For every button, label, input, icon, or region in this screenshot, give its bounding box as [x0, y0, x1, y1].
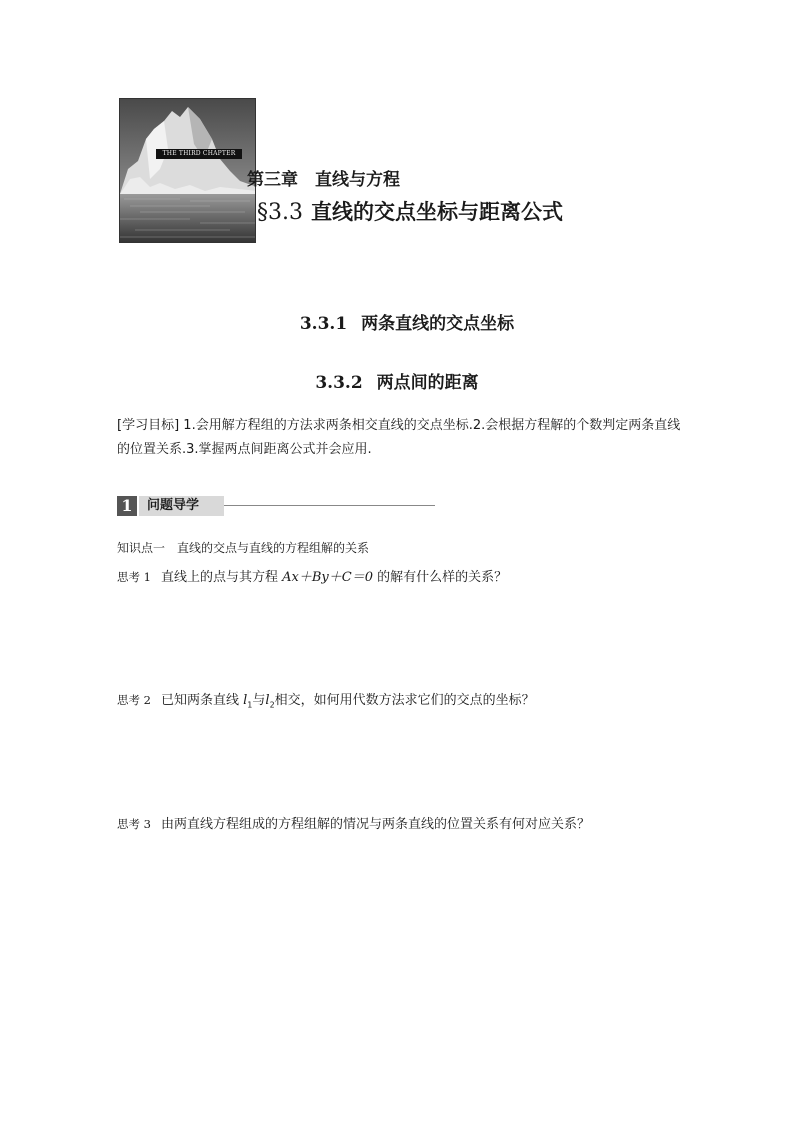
subsection-title: 两点间的距离 [376, 373, 479, 393]
objectives-label: [学习目标] [117, 418, 180, 433]
section-heading [257, 196, 563, 226]
cover-chapter-band: THE THIRD CHAPTER [156, 149, 242, 159]
question: 思考 2 已知两条直线 $l_1$与$l_2$相交，如何用代数方法求它们的交点的坐标？ [117, 693, 535, 710]
iceberg-illustration [120, 99, 256, 243]
section-title: 直线的交点坐标与距离公式 [311, 200, 563, 224]
subsection-heading [0, 309, 794, 334]
objectives-text: 1.会用解方程组的方法求两条相交直线的交点坐标.2.会根据方程解的个数判定两条直线的位置关系.3.掌握两点间距离公式并会应用. [117, 418, 681, 457]
line-symbol: l [243, 693, 248, 708]
chapter-title: 第三章 直线与方程 [247, 170, 400, 190]
part-label: 问题导学 [139, 496, 224, 516]
subsection-number: 3.3.1 [299, 314, 348, 334]
question-label: 思考 1 [117, 570, 151, 584]
subsection-heading [0, 368, 794, 393]
equation: Ax＋By＋C＝0 [282, 570, 373, 585]
part-header [117, 496, 435, 516]
line-symbol: l [265, 693, 270, 708]
subsection-number: 3.3.2 [315, 373, 363, 393]
part-number: 1 [117, 496, 137, 516]
question: 思考 3 由两直线方程组成的方程组解的情况与两条直线的位置关系有何对应关系？ [117, 817, 590, 832]
question-label: 思考 3 [117, 817, 151, 831]
subsection-title: 两条直线的交点坐标 [361, 314, 515, 334]
section-number: §3.3 [257, 200, 303, 225]
question-label: 思考 2 [117, 693, 151, 707]
part-divider [224, 505, 435, 506]
knowledge-point-title: 知识点一 直线的交点与直线的方程组解的关系 [117, 541, 370, 555]
chapter-cover-image [119, 98, 256, 243]
learning-objectives [117, 414, 682, 462]
question: 思考 1 直线上的点与其方程 Ax＋By＋C＝0 的解有什么样的关系？ [117, 570, 508, 585]
